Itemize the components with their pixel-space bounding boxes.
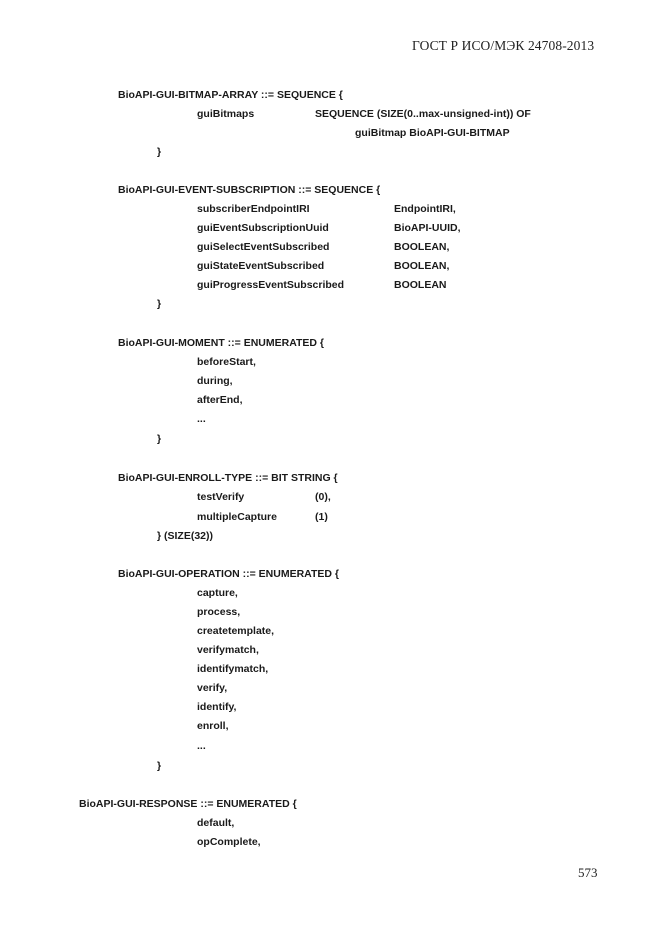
event-subscription-field-type: EndpointIRI, (394, 203, 456, 215)
operation-item: process, (197, 606, 241, 618)
operation-item: createtemplate, (197, 625, 275, 637)
enroll-type-field-name: testVerify (197, 491, 245, 503)
bitmap-array-field-name: guiBitmaps (197, 108, 255, 120)
response-declaration: BioAPI-GUI-RESPONSE ::= ENUMERATED { (79, 798, 297, 810)
response-item: opComplete, (197, 836, 261, 848)
enroll-type-field-value: (0), (315, 491, 331, 503)
event-subscription-field-name: guiStateEventSubscribed (197, 260, 325, 272)
page-number: 573 (578, 865, 598, 880)
bitmap-array-close-brace: } (157, 146, 162, 158)
event-subscription-field-name: subscriberEndpointIRI (197, 203, 310, 215)
operation-close-brace: } (157, 760, 162, 772)
bitmap-array-declaration: BioAPI-GUI-BITMAP-ARRAY ::= SEQUENCE { (118, 89, 343, 101)
event-subscription-field-name: guiEventSubscriptionUuid (197, 222, 329, 234)
bitmap-array-field-type: SEQUENCE (SIZE(0..max-unsigned-int)) OF (315, 108, 531, 120)
event-subscription-close-brace: } (157, 298, 162, 310)
moment-item-ellipsis: ... (197, 413, 206, 425)
event-subscription-field-type: BOOLEAN, (394, 260, 450, 272)
operation-item: identifymatch, (197, 663, 269, 675)
operation-item: verify, (197, 682, 228, 694)
enroll-type-field-value: (1) (315, 511, 328, 523)
event-subscription-field-type: BOOLEAN (394, 279, 447, 291)
moment-declaration: BioAPI-GUI-MOMENT ::= ENUMERATED { (118, 337, 325, 349)
event-subscription-field-type: BOOLEAN, (394, 241, 450, 253)
operation-item: enroll, (197, 720, 229, 732)
operation-item: verifymatch, (197, 644, 259, 656)
operation-declaration: BioAPI-GUI-OPERATION ::= ENUMERATED { (118, 568, 339, 580)
document-header-standard: ГОСТ Р ИСО/МЭК 24708-2013 (412, 38, 595, 53)
operation-item-ellipsis: ... (197, 740, 206, 752)
moment-item: beforeStart, (197, 356, 256, 368)
event-subscription-field-name: guiProgressEventSubscribed (197, 279, 345, 291)
operation-item: capture, (197, 587, 238, 599)
moment-item: during, (197, 375, 233, 387)
event-subscription-declaration: BioAPI-GUI-EVENT-SUBSCRIPTION ::= SEQUENCE { (118, 184, 381, 196)
moment-item: afterEnd, (197, 394, 243, 406)
event-subscription-field-name: guiSelectEventSubscribed (197, 241, 330, 253)
enroll-type-close: } (SIZE(32)) (157, 530, 214, 542)
operation-item: identify, (197, 701, 237, 713)
enroll-type-field-name: multipleCapture (197, 511, 277, 523)
bitmap-array-field-type-continued: guiBitmap BioAPI-GUI-BITMAP (355, 127, 510, 139)
moment-close-brace: } (157, 433, 162, 445)
event-subscription-field-type: BioAPI-UUID, (394, 222, 461, 234)
response-item: default, (197, 817, 235, 829)
enroll-type-declaration: BioAPI-GUI-ENROLL-TYPE ::= BIT STRING { (118, 472, 338, 484)
